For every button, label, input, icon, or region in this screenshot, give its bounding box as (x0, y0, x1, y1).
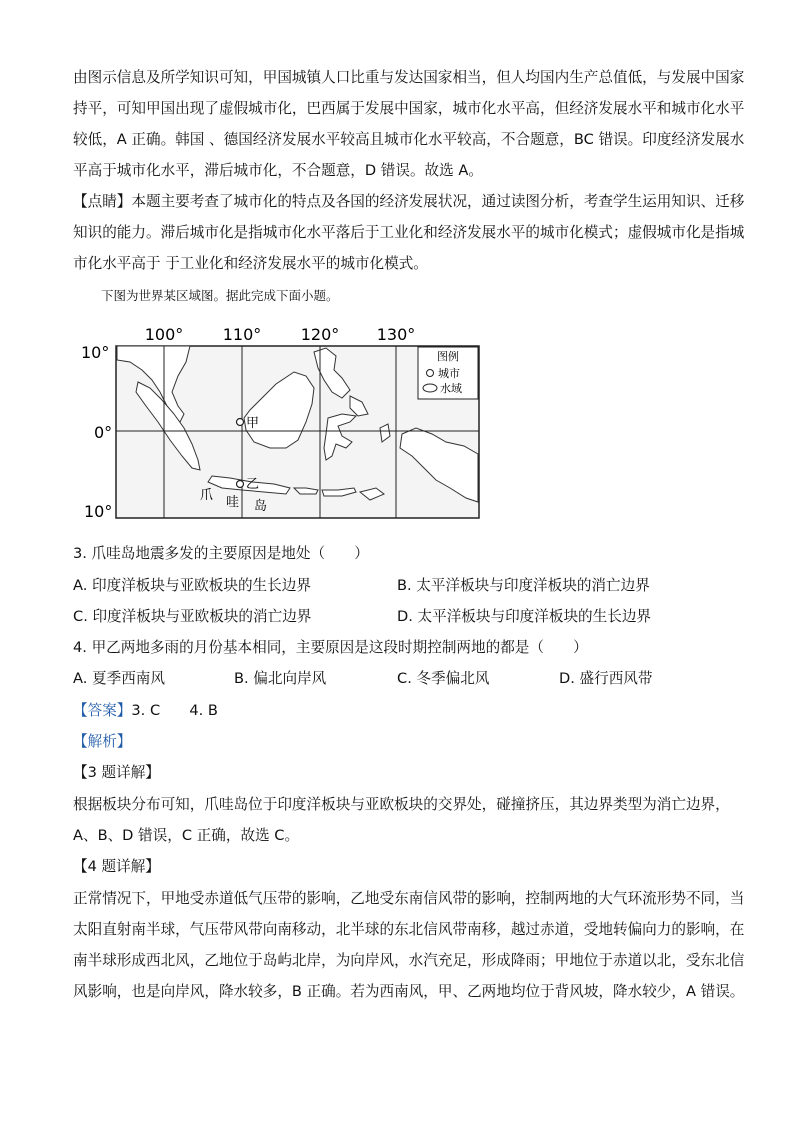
question-intro: 下图为世界某区域图。据此完成下面小题。 (101, 288, 339, 303)
question-4-option-b: B. 偏北向岸风 (234, 670, 327, 687)
text-line: 【点睛】本题主要考查了城市化的特点及各国的经济发展状况，通过读图分析，考查学生运用知识、迁移 (73, 193, 745, 210)
analysis-label: 【解析】 (73, 733, 132, 750)
question-4-option-c: C. 冬季偏北风 (397, 670, 490, 687)
question-4-stem: 4. 甲乙两地多雨的月份基本相同，主要原因是这段时期控制两地的都是（ ） (73, 639, 588, 656)
answer-label: 【答案】 (73, 702, 132, 719)
question-3-stem: 3. 爪哇岛地震多发的主要原因是地处（ ） (73, 545, 369, 562)
island-label-char-2: 哇 (226, 495, 240, 510)
legend-city-label: 城市 (438, 367, 460, 380)
previous-explanation (73, 62, 745, 186)
lon-label-120: 120° (300, 325, 340, 344)
question-4-option-d: D. 盛行西风带 (559, 670, 653, 687)
question-3-option-b: B. 太平洋板块与印度洋板块的消亡边界 (397, 577, 650, 594)
lon-label-100: 100° (144, 325, 184, 344)
question-3-option-a: A. 印度洋板块与亚欧板块的生长边界 (73, 577, 311, 594)
text-line: A、B、D 错误，C 正确，故选 C。 (73, 827, 300, 844)
detail-3-body (73, 789, 730, 851)
lat-label-0: 0° (94, 423, 113, 442)
text-line: 太阳直射南半球，气压带风带向南移动，北半球的东北信风带南移，越过赤道，受地转偏向力的影响，在 (73, 921, 745, 938)
map-legend (418, 347, 478, 399)
lat-label-10n: 10° (81, 343, 110, 362)
region-map (80, 322, 490, 522)
text-line: 根据板块分布可知，爪哇岛位于印度洋板块与亚欧板块的交界处，碰撞挤压，其边界类型为消亡边界， (73, 796, 730, 813)
lon-label-130: 130° (376, 325, 416, 344)
question-3-option-c: C. 印度洋板块与亚欧板块的消亡边界 (73, 608, 312, 625)
text-line: 较低，A 正确。韩国 、德国经济发展水平较高且城市化水平较高，不合题意，BC 错误。印度经济发展水 (73, 131, 745, 148)
lon-label-110: 110° (222, 325, 262, 344)
answer-line (73, 701, 218, 721)
text-line: 市化水平高于 于工业化和经济发展水平的城市化模式。 (73, 255, 428, 272)
city-yi-label: 乙 (246, 477, 260, 492)
text-line: 正常情况下，甲地受赤道低气压带的影响，乙地受东南信风带的影响，控制两地的大气环流形势不同，当 (73, 890, 745, 907)
text-line: 南半球形成西北风，乙地位于岛屿北岸，为向岸风，水汽充足，形成降雨；甲地位于赤道以北，受东北信 (73, 952, 745, 969)
detail-3-label: 【3 题详解】 (73, 764, 160, 781)
text-line: 持平，可知甲国出现了虚假城市化，巴西属于发展中国家，城市化水平高，但经济发展水平和城市化水平 (73, 100, 745, 117)
island-label-char-3: 岛 (254, 499, 268, 514)
question-3-option-d: D. 太平洋板块与印度洋板块的生长边界 (397, 608, 652, 625)
legend-title: 图例 (437, 350, 459, 363)
answer-value: 3. C 4. B (131, 702, 218, 719)
detail-4-label: 【4 题详解】 (73, 858, 160, 875)
city-jia-label: 甲 (246, 416, 260, 431)
legend-water-label: 水域 (440, 382, 462, 395)
text-line: 平高于城市化水平，滞后城市化，不合题意，D 错误。故选 A。 (73, 162, 483, 179)
comment-block (73, 186, 745, 279)
question-4-option-a: A. 夏季西南风 (73, 670, 165, 687)
text-line: 风影响，也是向岸风，降水较多，B 正确。若为西南风，甲、乙两地均位于背风坡，降水较少，A 错误。 (73, 983, 745, 1000)
city-symbol-icon (427, 370, 434, 377)
city-yi-marker (237, 481, 244, 488)
detail-4-body (73, 883, 745, 1007)
text-line: 由图示信息及所学知识可知，甲国城镇人口比重与发达国家相当，但人均国内生产总值低，与发展中国家 (73, 69, 745, 86)
lat-label-10s: 10° (84, 502, 113, 521)
island-label-char-1: 爪 (200, 488, 214, 503)
water-symbol-icon (423, 384, 437, 392)
text-line: 知识的能力。滞后城市化是指城市化水平落后于工业化和经济发展水平的城市化模式；虚假城市化是指城 (73, 224, 745, 241)
city-jia-marker (237, 419, 244, 426)
